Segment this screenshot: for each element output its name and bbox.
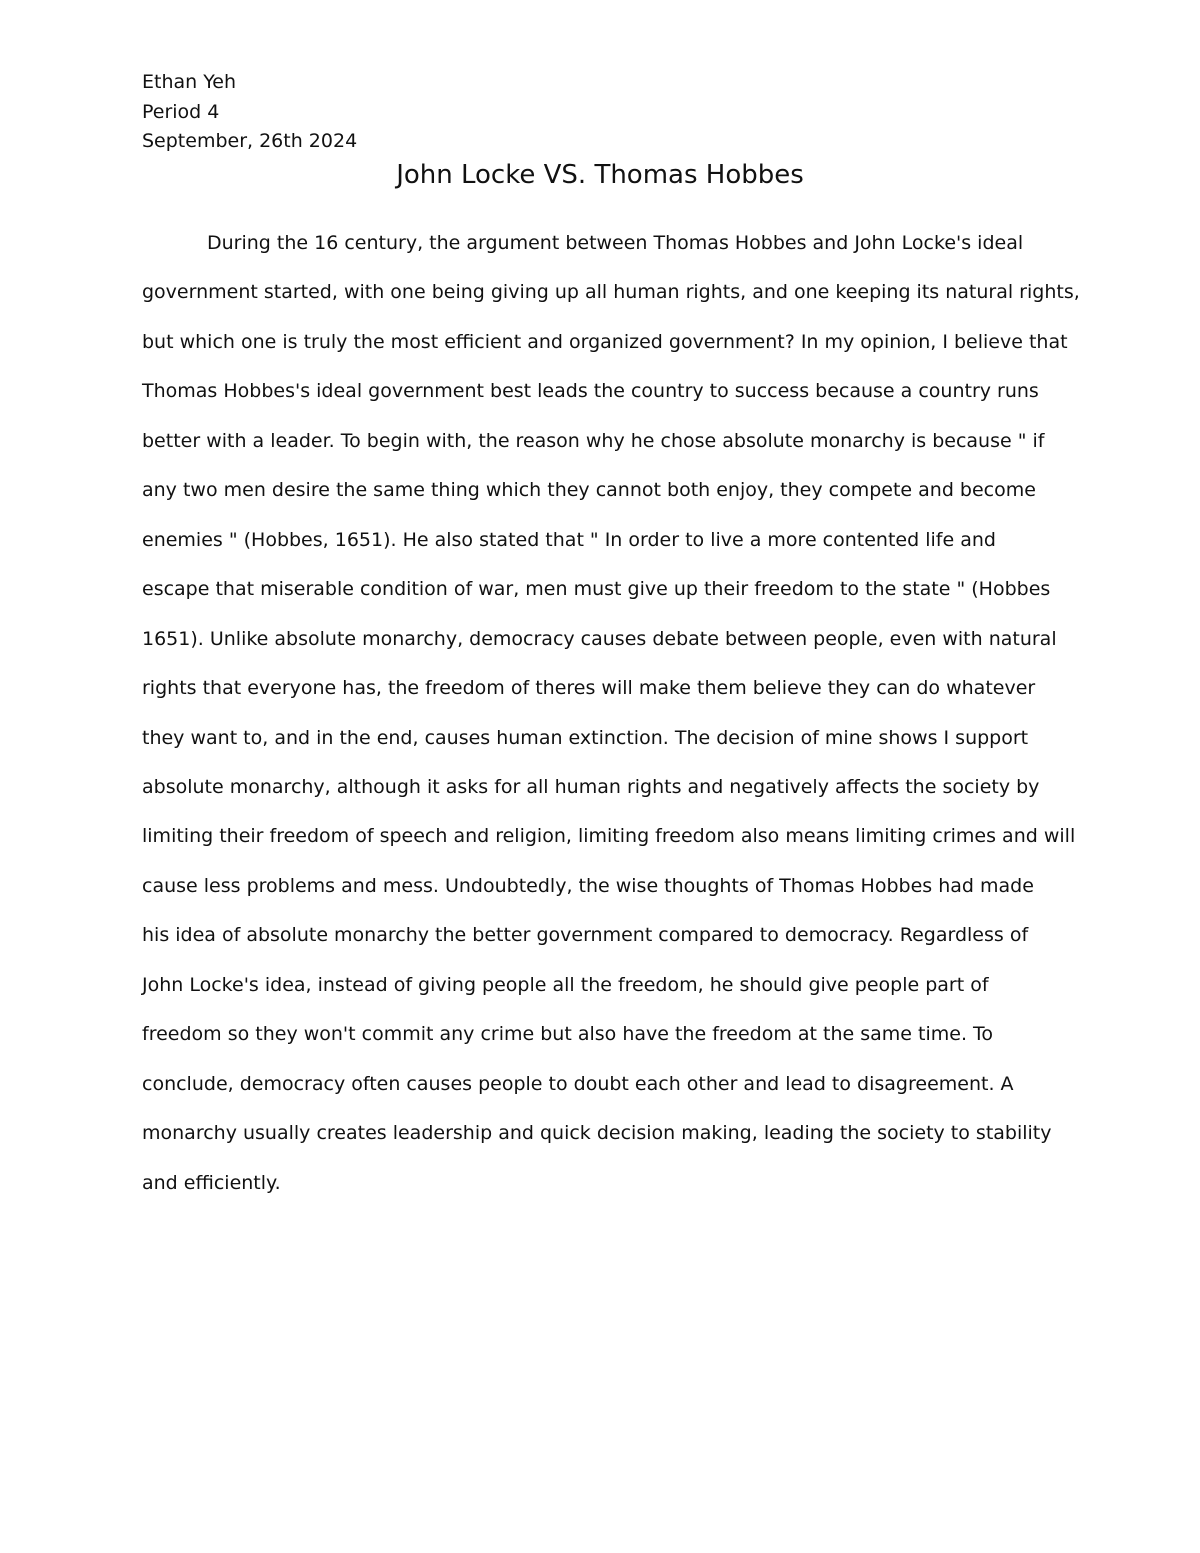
paragraph-line: 1651). Unlike absolute monarchy, democracy causes debate between people, even with natural (142, 627, 1057, 650)
document-date: September, 26th 2024 (142, 130, 358, 152)
paragraph-line: escape that miserable condition of war, men must give up their freedom to the state " (Hobbes (142, 578, 1051, 601)
paragraph-line: rights that everyone has, the freedom of theres will make them believe they can do whatever (142, 677, 1036, 700)
paragraph-line: they want to, and in the end, causes human extinction. The decision of mine shows I support (142, 726, 1029, 749)
paragraph-line: absolute monarchy, although it asks for all human rights and negatively affects the society by (142, 775, 1040, 798)
author-name: Ethan Yeh (142, 71, 237, 93)
paragraph-line: During the 16 century, the argument between Thomas Hobbes and John Locke's ideal (207, 232, 1024, 254)
paragraph-line: John Locke's idea, instead of giving people all the freedom, he should give people part of (142, 973, 989, 996)
document-title: John Locke VS. Thomas Hobbes (396, 160, 804, 190)
class-period: Period 4 (142, 100, 220, 123)
paragraph-line: limiting their freedom of speech and religion, limiting freedom also means limiting crimes and will (142, 825, 1076, 848)
paragraph-line: conclude, democracy often causes people to doubt each other and lead to disagreement. A (142, 1072, 1014, 1095)
paragraph-line: freedom so they won't commit any crime but also have the freedom at the same time. To (142, 1023, 994, 1046)
essay-paragraph (142, 219, 1080, 1208)
paragraph-line: and efficiently. (142, 1171, 281, 1194)
paragraph-line: monarchy usually creates leadership and quick decision making, leading the society to stability (142, 1122, 1052, 1145)
paragraph-line: any two men desire the same thing which they cannot both enjoy, they compete and become (142, 479, 1036, 502)
paragraph-line: his idea of absolute monarchy the better government compared to democracy. Regardless of (142, 924, 1029, 947)
paragraph-line: cause less problems and mess. Undoubtedly, the wise thoughts of Thomas Hobbes had made (142, 874, 1034, 897)
paragraph-line: enemies " (Hobbes, 1651). He also stated that " In order to live a more contented life and (142, 528, 996, 551)
paragraph-line: but which one is truly the most efficient and organized government? In my opinion, I believe that (142, 330, 1068, 353)
document-header (142, 68, 357, 157)
paragraph-line: Thomas Hobbes's ideal government best leads the country to success because a country runs (142, 380, 1039, 403)
paragraph-line: better with a leader. To begin with, the reason why he chose absolute monarchy is because " if (142, 429, 1045, 452)
paragraph-line: government started, with one being giving up all human rights, and one keeping its natural rights, (142, 281, 1080, 304)
